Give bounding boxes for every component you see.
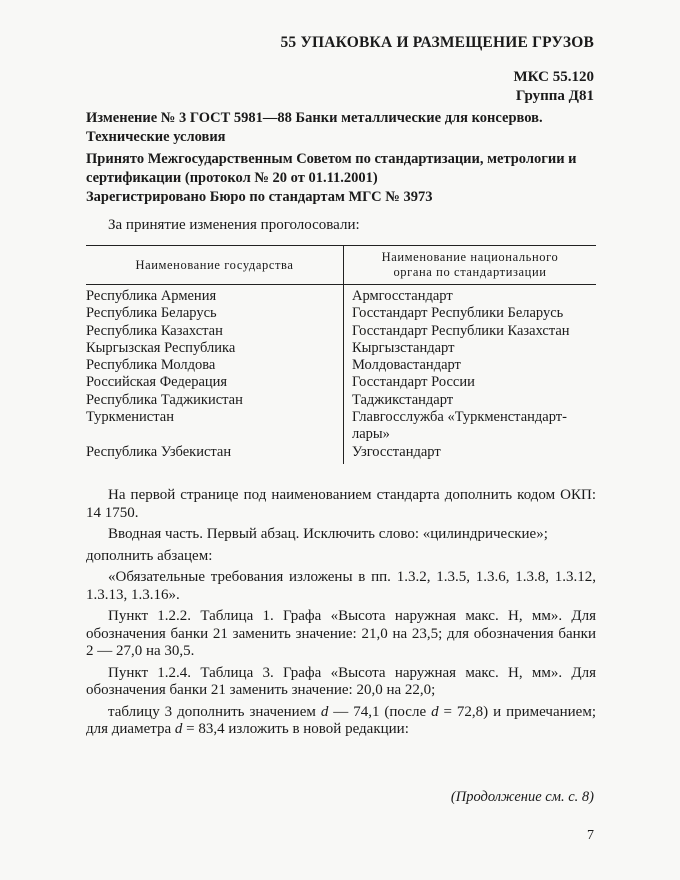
org-cell: Кыргызстандарт [352, 339, 455, 356]
state-cell: Республика Беларусь [86, 305, 344, 322]
variable-d: d [320, 703, 329, 720]
table-row [86, 285, 596, 306]
table-row [86, 340, 596, 357]
body-paragraph: «Обязательные требования изложены в пп. 1.3.2, 1.3.5, 1.3.6, 1.3.8, 1.3.12, 1.3.13, 1.3.16». [86, 569, 596, 603]
section-title: 55 УПАКОВКА И РАЗМЕЩЕНИЕ ГРУЗОВ [280, 34, 594, 51]
text-run: — 74,1 (после [328, 703, 432, 720]
voting-table [86, 245, 596, 464]
state-cell: Республика Молдова [86, 357, 344, 374]
amendment-title-line1: Изменение № 3 ГОСТ 5981—88 Банки металлические для консервов. [86, 110, 543, 126]
org-cell: Госстандарт Республики Казахстан [352, 322, 570, 339]
state-cell: Туркменистан [86, 409, 344, 444]
state-cell: Российская Федерация [86, 374, 344, 391]
table-row [86, 444, 596, 464]
text-run: = 72,8) и примечанием; для диаметра [86, 703, 596, 737]
body-paragraph: Пункт 1.2.2. Таблица 1. Графа «Высота наружная макс. H, мм». Для обозначения банки 21 заменить значение: 21,0 на 23,5; для обозначения банки 2 — 27,0 на 30,5. [86, 608, 596, 659]
org-cell: Узгосстандарт [352, 443, 441, 460]
amendment-title-line2: Технические условия [86, 129, 226, 145]
page-number: 7 [587, 828, 594, 843]
continuation-note: (Продолжение см. с. 8) [450, 789, 594, 805]
variable-d: d [174, 721, 183, 737]
org-cell: Армгосстандарт [352, 288, 453, 304]
body-paragraph: дополнить абзацем: [86, 547, 213, 564]
org-cell: Таджикстандарт [352, 391, 454, 408]
table-header-row [86, 246, 596, 285]
body-paragraph: Вводная часть. Первый абзац. Исключить слово: «цилиндрические»; [108, 526, 548, 542]
org-cell [344, 409, 597, 444]
state-cell: Республика Узбекистан [86, 444, 344, 464]
table-row [86, 305, 596, 322]
registered-line: Зарегистрировано Бюро по стандартам МГС № 3973 [86, 189, 433, 205]
body-paragraph [86, 704, 596, 739]
table-row [86, 323, 596, 340]
body-paragraph: На первой странице под наименованием стандарта дополнить кодом ОКП: 14 1750. [86, 487, 596, 521]
text-run: = 83,4 изложить в новой редакции: [182, 721, 409, 737]
classification-block [514, 68, 595, 106]
table-row [86, 357, 596, 374]
col-header-state: Наименование государства [86, 246, 344, 285]
group-code: Группа Д81 [515, 88, 594, 104]
amendment-body [86, 487, 596, 743]
org-cell: Госстандарт Республики Беларусь [352, 305, 564, 322]
table-row [86, 392, 596, 409]
state-cell: Республика Армения [86, 285, 344, 306]
org-cell: Госстандарт России [352, 374, 475, 391]
adoption-info [86, 150, 596, 207]
mks-code: МКС 55.120 [513, 69, 594, 85]
state-cell: Кыргызская Республика [86, 340, 344, 357]
org-cell: Молдовастандарт [352, 357, 461, 374]
org-cell-line1: Главгосслужба «Туркменстандарт- [352, 409, 567, 426]
org-cell-line2: лары» [352, 426, 390, 443]
body-paragraph: Пункт 1.2.4. Таблица 3. Графа «Высота наружная макс. H, мм». Для обозначения банки 21 заменить значение: 20,0 на 22,0; [86, 664, 596, 698]
state-cell: Республика Казахстан [86, 323, 344, 340]
adopted-line1: Принято Межгосударственным Советом по стандартизации, метрологии и [86, 151, 577, 167]
vote-intro: За принятие изменения проголосовали: [108, 217, 360, 233]
amendment-title [86, 109, 596, 147]
variable-d: d [431, 703, 439, 720]
table-row [86, 409, 596, 444]
col-header-org [344, 246, 597, 285]
col-header-org-line2: органа по стандартизации [393, 265, 547, 279]
adopted-line2: сертификации (протокол № 20 от 01.11.2001) [86, 170, 378, 186]
col-header-org-line1: Наименование национального [381, 250, 559, 264]
table-row [86, 374, 596, 391]
state-cell: Республика Таджикистан [86, 392, 344, 409]
text-run: таблицу 3 дополнить значением [108, 703, 321, 720]
